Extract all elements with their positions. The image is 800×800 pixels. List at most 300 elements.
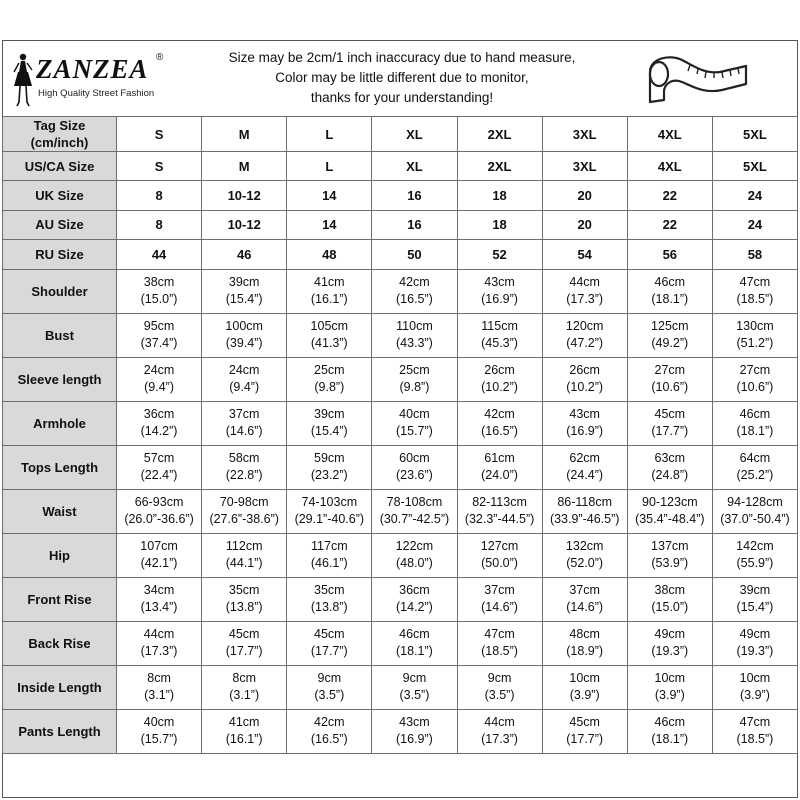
inch-value: (10.6”)	[651, 380, 689, 395]
cm-value: 86-118cm	[557, 495, 613, 510]
cm-value: 39cm	[739, 583, 771, 598]
measurement-cell	[372, 533, 457, 577]
cm-value: 137cm	[651, 539, 689, 554]
size-row	[3, 117, 798, 152]
cm-value: 46cm	[654, 715, 686, 730]
row-label: AU Size	[35, 217, 84, 233]
cm-value: 61cm	[484, 451, 515, 466]
inch-value: (16.5”)	[310, 732, 348, 747]
cm-value: 42cm	[314, 715, 345, 730]
measurement-row	[3, 313, 798, 357]
inch-value: (15.4”)	[310, 424, 348, 439]
cm-value: 46cm	[739, 407, 771, 422]
cm-value: 142cm	[736, 539, 774, 554]
measurement-row	[3, 401, 798, 445]
row-label: US/CA Size	[24, 158, 95, 174]
inch-value: (23.6”)	[396, 468, 433, 483]
measurement-cell	[712, 357, 797, 401]
size-cell: 8	[117, 181, 202, 210]
measurement-cell	[117, 621, 202, 665]
cm-value: 66-93cm	[134, 495, 184, 510]
brand-name: ZANZEA	[36, 54, 149, 84]
cm-value: 40cm	[399, 407, 430, 422]
size-cell: 24	[712, 181, 797, 210]
inch-value: (37.4”)	[140, 336, 178, 351]
measurement-cell	[372, 665, 457, 709]
header	[2, 40, 798, 116]
size-cell: XL	[372, 152, 457, 181]
cm-value: 24cm	[143, 363, 175, 378]
size-cell: 48	[287, 240, 372, 269]
measurement-cell	[287, 665, 372, 709]
inch-value: (15.0”)	[140, 292, 178, 307]
measurement-cell	[117, 709, 202, 753]
measurement-cell	[627, 665, 712, 709]
cm-value: 45cm	[314, 627, 345, 642]
measurement-cell	[372, 269, 457, 313]
inch-value: (3.5”)	[399, 688, 430, 703]
size-cell: S	[117, 152, 202, 181]
measurement-cell	[287, 621, 372, 665]
size-cell: 54	[542, 240, 627, 269]
size-cell: 2XL	[457, 117, 542, 152]
disclaimer-notice	[212, 48, 592, 108]
cm-value: 60cm	[399, 451, 430, 466]
cm-value: 125cm	[651, 319, 689, 334]
inch-value: (35.4”-48.4”)	[635, 512, 705, 527]
size-cell: 10-12	[202, 210, 287, 239]
cm-value: 112cm	[225, 539, 263, 554]
measurement-cell	[287, 357, 372, 401]
measurement-cell	[287, 445, 372, 489]
cm-value: 117cm	[311, 539, 348, 554]
cm-value: 45cm	[654, 407, 686, 422]
measurement-cell	[627, 533, 712, 577]
measurement-cell	[712, 401, 797, 445]
inch-value: (16.1”)	[310, 292, 348, 307]
inch-value: (16.9”)	[396, 732, 433, 747]
size-cell: M	[202, 152, 287, 181]
measurement-cell	[202, 269, 287, 313]
cm-value: 70-98cm	[219, 495, 269, 510]
inch-value: (24.8”)	[651, 468, 689, 483]
measurement-cell	[627, 357, 712, 401]
measurement-row	[3, 445, 798, 489]
cm-value: 34cm	[143, 583, 175, 598]
cm-value: 74-103cm	[301, 495, 358, 510]
inch-value: (19.3”)	[651, 644, 689, 659]
cm-value: 95cm	[143, 319, 175, 334]
row-header: Waist	[3, 489, 117, 533]
inch-value: (33.9”-46.5”)	[549, 512, 620, 527]
inch-value: (16.1”)	[225, 732, 263, 747]
cm-value: 47cm	[484, 627, 515, 642]
measurement-cell	[202, 489, 287, 533]
size-cell: 22	[627, 181, 712, 210]
size-cell: 16	[372, 181, 457, 210]
cm-value: 37cm	[484, 583, 515, 598]
cm-value: 110cm	[396, 319, 433, 334]
size-cell: 5XL	[712, 152, 797, 181]
row-header: Armhole	[3, 401, 117, 445]
inch-value: (50.0”)	[481, 556, 518, 571]
measurement-cell	[202, 533, 287, 577]
measurement-cell	[542, 445, 627, 489]
inch-value: (13.8”)	[310, 600, 348, 615]
inch-value: (15.7”)	[140, 732, 178, 747]
cm-value: 100cm	[225, 319, 263, 334]
measurement-cell	[372, 489, 457, 533]
notice-line: Size may be 2cm/1 inch inaccuracy due to hand measure,	[228, 50, 576, 65]
inch-value: (18.5”)	[736, 732, 774, 747]
cm-value: 39cm	[228, 275, 260, 290]
cm-value: 47cm	[739, 715, 771, 730]
size-cell: 46	[202, 240, 287, 269]
measurement-cell	[542, 269, 627, 313]
cm-value: 132cm	[565, 539, 604, 554]
inch-value: (16.5”)	[396, 292, 433, 307]
cm-value: 10cm	[654, 671, 686, 686]
inch-value: (52.0”)	[566, 556, 604, 571]
inch-value: (39.4”)	[225, 336, 263, 351]
cm-value: 82-113cm	[472, 495, 527, 510]
inch-value: (3.9”)	[740, 688, 770, 703]
cm-value: 25cm	[314, 363, 345, 378]
inch-value: (10.2”)	[481, 380, 518, 395]
inch-value: (18.5”)	[481, 644, 518, 659]
row-header: Shoulder	[3, 269, 117, 313]
size-row	[3, 181, 798, 210]
cm-value: 42cm	[399, 275, 430, 290]
measurement-cell	[542, 709, 627, 753]
measurement-cell	[627, 577, 712, 621]
measurement-cell	[202, 709, 287, 753]
cm-value: 25cm	[399, 363, 430, 378]
size-row	[3, 240, 798, 269]
size-chart-body	[3, 117, 798, 754]
measurement-cell	[542, 357, 627, 401]
measurement-cell	[457, 665, 542, 709]
measurement-cell	[627, 313, 712, 357]
inch-value: (51.2”)	[736, 336, 774, 351]
inch-value: (48.0”)	[396, 556, 433, 571]
inch-value: (15.4”)	[736, 600, 774, 615]
size-cell: 3XL	[542, 117, 627, 152]
inch-value: (17.7”)	[566, 732, 604, 747]
measurement-cell	[457, 577, 542, 621]
row-header	[3, 152, 117, 181]
inch-value: (18.1”)	[651, 292, 689, 307]
cm-value: 105cm	[310, 319, 349, 334]
measurement-cell	[457, 489, 542, 533]
measurement-cell	[117, 445, 202, 489]
measurement-cell	[202, 665, 287, 709]
inch-value: (16.9”)	[481, 292, 518, 307]
cm-value: 37cm	[228, 407, 260, 422]
inch-value: (17.7”)	[651, 424, 689, 439]
cm-value: 24cm	[228, 363, 260, 378]
inch-value: (3.9”)	[569, 688, 600, 703]
size-cell: 14	[287, 181, 372, 210]
cm-value: 44cm	[484, 715, 515, 730]
cm-value: 36cm	[143, 407, 175, 422]
measurement-cell	[542, 665, 627, 709]
measurement-cell	[372, 313, 457, 357]
inch-value: (13.8”)	[225, 600, 263, 615]
cm-value: 122cm	[395, 539, 434, 554]
size-cell: 52	[457, 240, 542, 269]
measurement-cell	[287, 313, 372, 357]
measurement-cell	[542, 621, 627, 665]
row-header: Bust	[3, 313, 117, 357]
cm-value: 27cm	[654, 363, 686, 378]
inch-value: (3.1”)	[229, 688, 260, 703]
cm-value: 58cm	[228, 451, 260, 466]
cm-value: 41cm	[228, 715, 260, 730]
cm-value: 90-123cm	[642, 495, 698, 510]
inch-value: (18.1”)	[736, 424, 774, 439]
cm-value: 38cm	[143, 275, 175, 290]
inch-value: (17.3”)	[140, 644, 178, 659]
measurement-cell	[287, 489, 372, 533]
cm-value: 9cm	[402, 671, 427, 686]
row-label: (cm/inch)	[30, 135, 89, 150]
measurement-cell	[372, 577, 457, 621]
measurement-cell	[372, 445, 457, 489]
inch-value: (43.3”)	[396, 336, 433, 351]
inch-value: (47.2”)	[566, 336, 604, 351]
measurement-cell	[627, 489, 712, 533]
inch-value: (9.4”)	[144, 380, 174, 395]
cm-value: 36cm	[399, 583, 430, 598]
measurement-row	[3, 621, 798, 665]
cm-value: 130cm	[736, 319, 774, 334]
cm-value: 47cm	[739, 275, 771, 290]
row-header	[3, 240, 117, 269]
cm-value: 49cm	[739, 627, 771, 642]
measurement-cell	[712, 709, 797, 753]
inch-value: (14.6”)	[566, 600, 604, 615]
measurement-row	[3, 665, 798, 709]
size-cell: 16	[372, 210, 457, 239]
size-cell: 44	[117, 240, 202, 269]
inch-value: (24.0”)	[481, 468, 518, 483]
measurement-cell	[287, 577, 372, 621]
cm-value: 41cm	[314, 275, 345, 290]
cm-value: 42cm	[484, 407, 515, 422]
row-header	[3, 210, 117, 239]
cm-value: 62cm	[569, 451, 600, 466]
measurement-cell	[627, 401, 712, 445]
inch-value: (41.3”)	[310, 336, 348, 351]
inch-value: (44.1”)	[225, 556, 263, 571]
cm-value: 57cm	[143, 451, 175, 466]
measurement-cell	[287, 709, 372, 753]
measurement-cell	[457, 533, 542, 577]
measurement-row	[3, 269, 798, 313]
measurement-cell	[457, 445, 542, 489]
inch-value: (3.5”)	[484, 688, 515, 703]
measurement-row	[3, 709, 798, 753]
inch-value: (22.8”)	[225, 468, 263, 483]
size-cell: L	[287, 117, 372, 152]
registered-mark: ®	[156, 52, 164, 63]
size-cell: L	[287, 152, 372, 181]
inch-value: (30.7”-42.5”)	[379, 512, 450, 527]
measurement-cell	[457, 621, 542, 665]
inch-value: (17.7”)	[310, 644, 348, 659]
inch-value: (23.2”)	[310, 468, 348, 483]
measurement-cell	[712, 665, 797, 709]
measurement-cell	[712, 621, 797, 665]
inch-value: (53.9”)	[651, 556, 689, 571]
measurement-cell	[542, 401, 627, 445]
cm-value: 8cm	[232, 671, 256, 686]
inch-value: (15.4”)	[225, 292, 263, 307]
measurement-cell	[627, 621, 712, 665]
inch-value: (9.8”)	[399, 380, 430, 395]
measurement-cell	[457, 269, 542, 313]
cm-value: 43cm	[399, 715, 430, 730]
row-header: Front Rise	[3, 577, 117, 621]
cm-value: 48cm	[569, 627, 600, 642]
inch-value: (19.3”)	[736, 644, 774, 659]
measurement-cell	[117, 577, 202, 621]
brand-tagline: High Quality Street Fashion	[38, 88, 155, 99]
cm-value: 45cm	[228, 627, 260, 642]
measurement-cell	[457, 709, 542, 753]
inch-value: (18.1”)	[396, 644, 433, 659]
cm-value: 107cm	[140, 539, 178, 554]
inch-value: (46.1”)	[310, 556, 348, 571]
size-cell: 58	[712, 240, 797, 269]
size-cell: 10-12	[202, 181, 287, 210]
inch-value: (10.6”)	[736, 380, 774, 395]
cm-value: 46cm	[399, 627, 430, 642]
inch-value: (17.3”)	[566, 292, 604, 307]
row-header	[3, 181, 117, 210]
cm-value: 26cm	[569, 363, 600, 378]
cm-value: 8cm	[147, 671, 171, 686]
size-cell: XL	[372, 117, 457, 152]
measurement-cell	[117, 401, 202, 445]
brand-logo	[8, 48, 198, 110]
inch-value: (24.4”)	[566, 468, 604, 483]
cm-value: 40cm	[143, 715, 175, 730]
inch-value: (17.3”)	[481, 732, 518, 747]
inch-value: (45.3”)	[481, 336, 518, 351]
size-cell: 18	[457, 181, 542, 210]
inch-value: (22.4”)	[140, 468, 178, 483]
size-cell: S	[117, 117, 202, 152]
row-label: RU Size	[35, 246, 84, 262]
inch-value: (15.7”)	[396, 424, 433, 439]
cm-value: 45cm	[569, 715, 600, 730]
measurement-cell	[712, 489, 797, 533]
inch-value: (3.9”)	[654, 688, 685, 703]
inch-value: (3.5”)	[314, 688, 345, 703]
inch-value: (32.3”-44.5”)	[464, 512, 535, 527]
inch-value: (16.9”)	[566, 424, 604, 439]
measurement-cell	[287, 533, 372, 577]
inch-value: (14.2”)	[396, 600, 433, 615]
size-cell: 8	[117, 210, 202, 239]
inch-value: (14.2”)	[140, 424, 178, 439]
cm-value: 63cm	[654, 451, 686, 466]
cm-value: 35cm	[228, 583, 260, 598]
inch-value: (42.1”)	[140, 556, 178, 571]
measurement-cell	[202, 445, 287, 489]
size-chart-table	[2, 116, 798, 754]
measurement-cell	[202, 401, 287, 445]
inch-value: (9.4”)	[229, 380, 260, 395]
size-cell: 4XL	[627, 152, 712, 181]
row-header: Hip	[3, 533, 117, 577]
cm-value: 35cm	[314, 583, 345, 598]
inch-value: (18.5”)	[736, 292, 774, 307]
size-row	[3, 210, 798, 239]
cm-value: 44cm	[569, 275, 600, 290]
measurement-cell	[117, 313, 202, 357]
inch-value: (10.2”)	[566, 380, 604, 395]
inch-value: (13.4”)	[140, 600, 178, 615]
inch-value: (14.6”)	[481, 600, 518, 615]
measurement-row	[3, 533, 798, 577]
cm-value: 38cm	[654, 583, 686, 598]
measuring-tape-icon	[642, 44, 752, 112]
size-cell: 56	[627, 240, 712, 269]
size-cell: 14	[287, 210, 372, 239]
cm-value: 9cm	[317, 671, 342, 686]
cm-value: 46cm	[654, 275, 686, 290]
cm-value: 26cm	[484, 363, 515, 378]
cm-value: 115cm	[481, 319, 518, 334]
measurement-row	[3, 577, 798, 621]
size-cell: 20	[542, 181, 627, 210]
measurement-cell	[202, 577, 287, 621]
measurement-cell	[287, 401, 372, 445]
inch-value: (3.1”)	[144, 688, 174, 703]
cm-value: 43cm	[569, 407, 600, 422]
cm-value: 39cm	[314, 407, 345, 422]
measurement-cell	[372, 709, 457, 753]
measurement-row	[3, 357, 798, 401]
cm-value: 78-108cm	[386, 495, 443, 510]
measurement-cell	[372, 621, 457, 665]
notice-line: Color may be little different due to monitor,	[275, 70, 529, 85]
measurement-cell	[117, 665, 202, 709]
measurement-cell	[117, 533, 202, 577]
measurement-cell	[117, 269, 202, 313]
measurement-cell	[712, 313, 797, 357]
cm-value: 10cm	[739, 671, 771, 686]
size-cell: 22	[627, 210, 712, 239]
measurement-cell	[117, 357, 202, 401]
cm-value: 127cm	[480, 539, 519, 554]
row-header: Tops Length	[3, 445, 117, 489]
cm-value: 10cm	[569, 671, 600, 686]
row-header: Pants Length	[3, 709, 117, 753]
cm-value: 37cm	[569, 583, 600, 598]
inch-value: (16.5”)	[481, 424, 518, 439]
fashion-model-icon	[10, 52, 36, 108]
measurement-cell	[457, 401, 542, 445]
measurement-cell	[712, 269, 797, 313]
inch-value: (18.1”)	[651, 732, 689, 747]
inch-value: (9.8”)	[314, 380, 345, 395]
inch-value: (29.1”-40.6”)	[294, 512, 365, 527]
inch-value: (49.2”)	[651, 336, 689, 351]
